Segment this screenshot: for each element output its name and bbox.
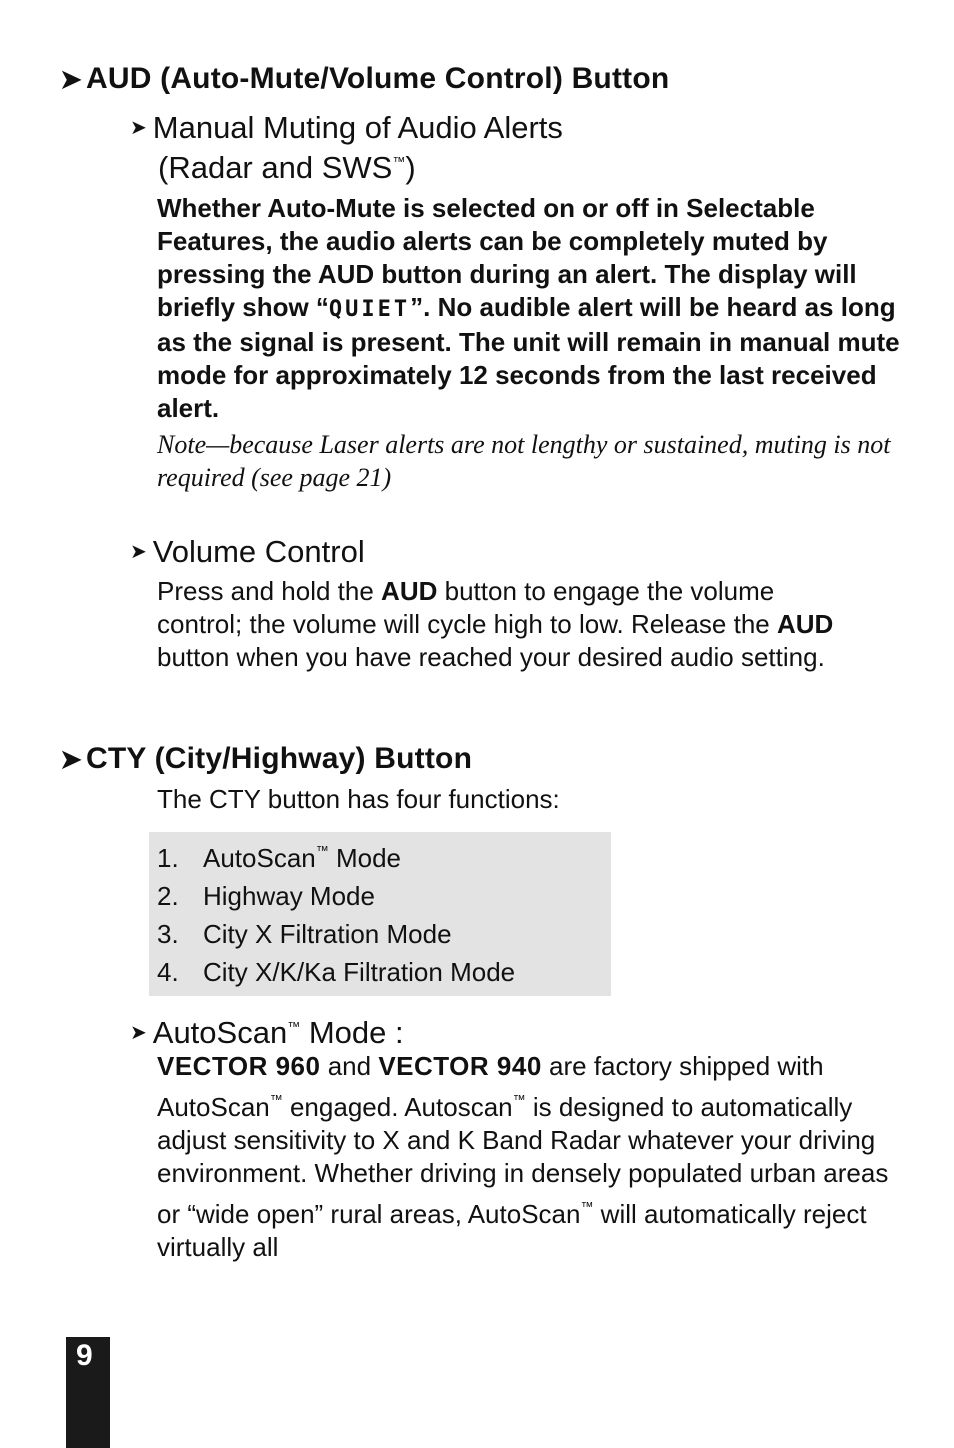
small-arrowhead-icon: ➤ xyxy=(130,541,147,563)
small-arrowhead-icon: ➤ xyxy=(130,117,147,139)
laser-note: Note—because Laser alerts are not lengthy or sustained, muting is not required (see page 21) xyxy=(157,430,891,492)
autoscan-heading: ➤ AutoScan™ Mode : xyxy=(130,1015,404,1050)
manual-muting-body: Whether Auto-Mute is selected on or off in Selectable Features, the audio alerts can be completely muted by pressing the AUD button during an alert. The display will briefly show “QUIET”. No audible alert will be heard as long as the signal is present. The unit will remain in manual mute mode for approximately 12 seconds from the last received alert. xyxy=(157,193,900,423)
list-item: 3. City X Filtration Mode xyxy=(157,919,452,949)
lcd-display-text: QUIET xyxy=(328,297,411,322)
aud-heading: ➤ AUD (Auto-Mute/Volume Control) Button xyxy=(60,62,670,95)
cty-functions-box xyxy=(149,832,611,996)
page-number-tab xyxy=(66,1337,110,1448)
list-item: 1. AutoScan™ Mode xyxy=(157,843,402,873)
list-item: 4. City X/K/Ka Filtration Mode xyxy=(157,957,516,987)
cty-functions-list xyxy=(149,832,611,991)
volume-control-heading: ➤ Volume Control xyxy=(130,534,365,569)
cty-intro: The CTY button has four functions: xyxy=(157,784,560,814)
volume-control-body: Press and hold the AUD button to engage the volume control; the volume will cycle high to low. Release the AUD button when you have reached your desired audio setting. xyxy=(157,576,834,672)
arrowhead-icon: ➤ xyxy=(60,64,82,94)
manual-muting-heading: ➤ Manual Muting of Audio Alerts (Radar and SWS™) xyxy=(130,110,563,185)
small-arrowhead-icon: ➤ xyxy=(130,1022,147,1044)
page-number: 9 xyxy=(76,1339,93,1372)
manual-muting-heading-line2: (Radar and SWS™) xyxy=(158,150,416,185)
autoscan-body: VECTOR 960 and VECTOR 940 are factory shipped with AutoScan™ engaged. Autoscan™ is designed to automatically adjust sensitivity to X and K Band Radar whatever your driving environment. Whether driving in densely populated urban areas or “wide open” rural areas, AutoScan™ will automatically reject virtually all xyxy=(157,1051,889,1262)
list-item: 2. Highway Mode xyxy=(157,881,375,911)
arrowhead-icon: ➤ xyxy=(60,744,82,774)
cty-heading: ➤ CTY (City/Highway) Button xyxy=(60,742,473,775)
